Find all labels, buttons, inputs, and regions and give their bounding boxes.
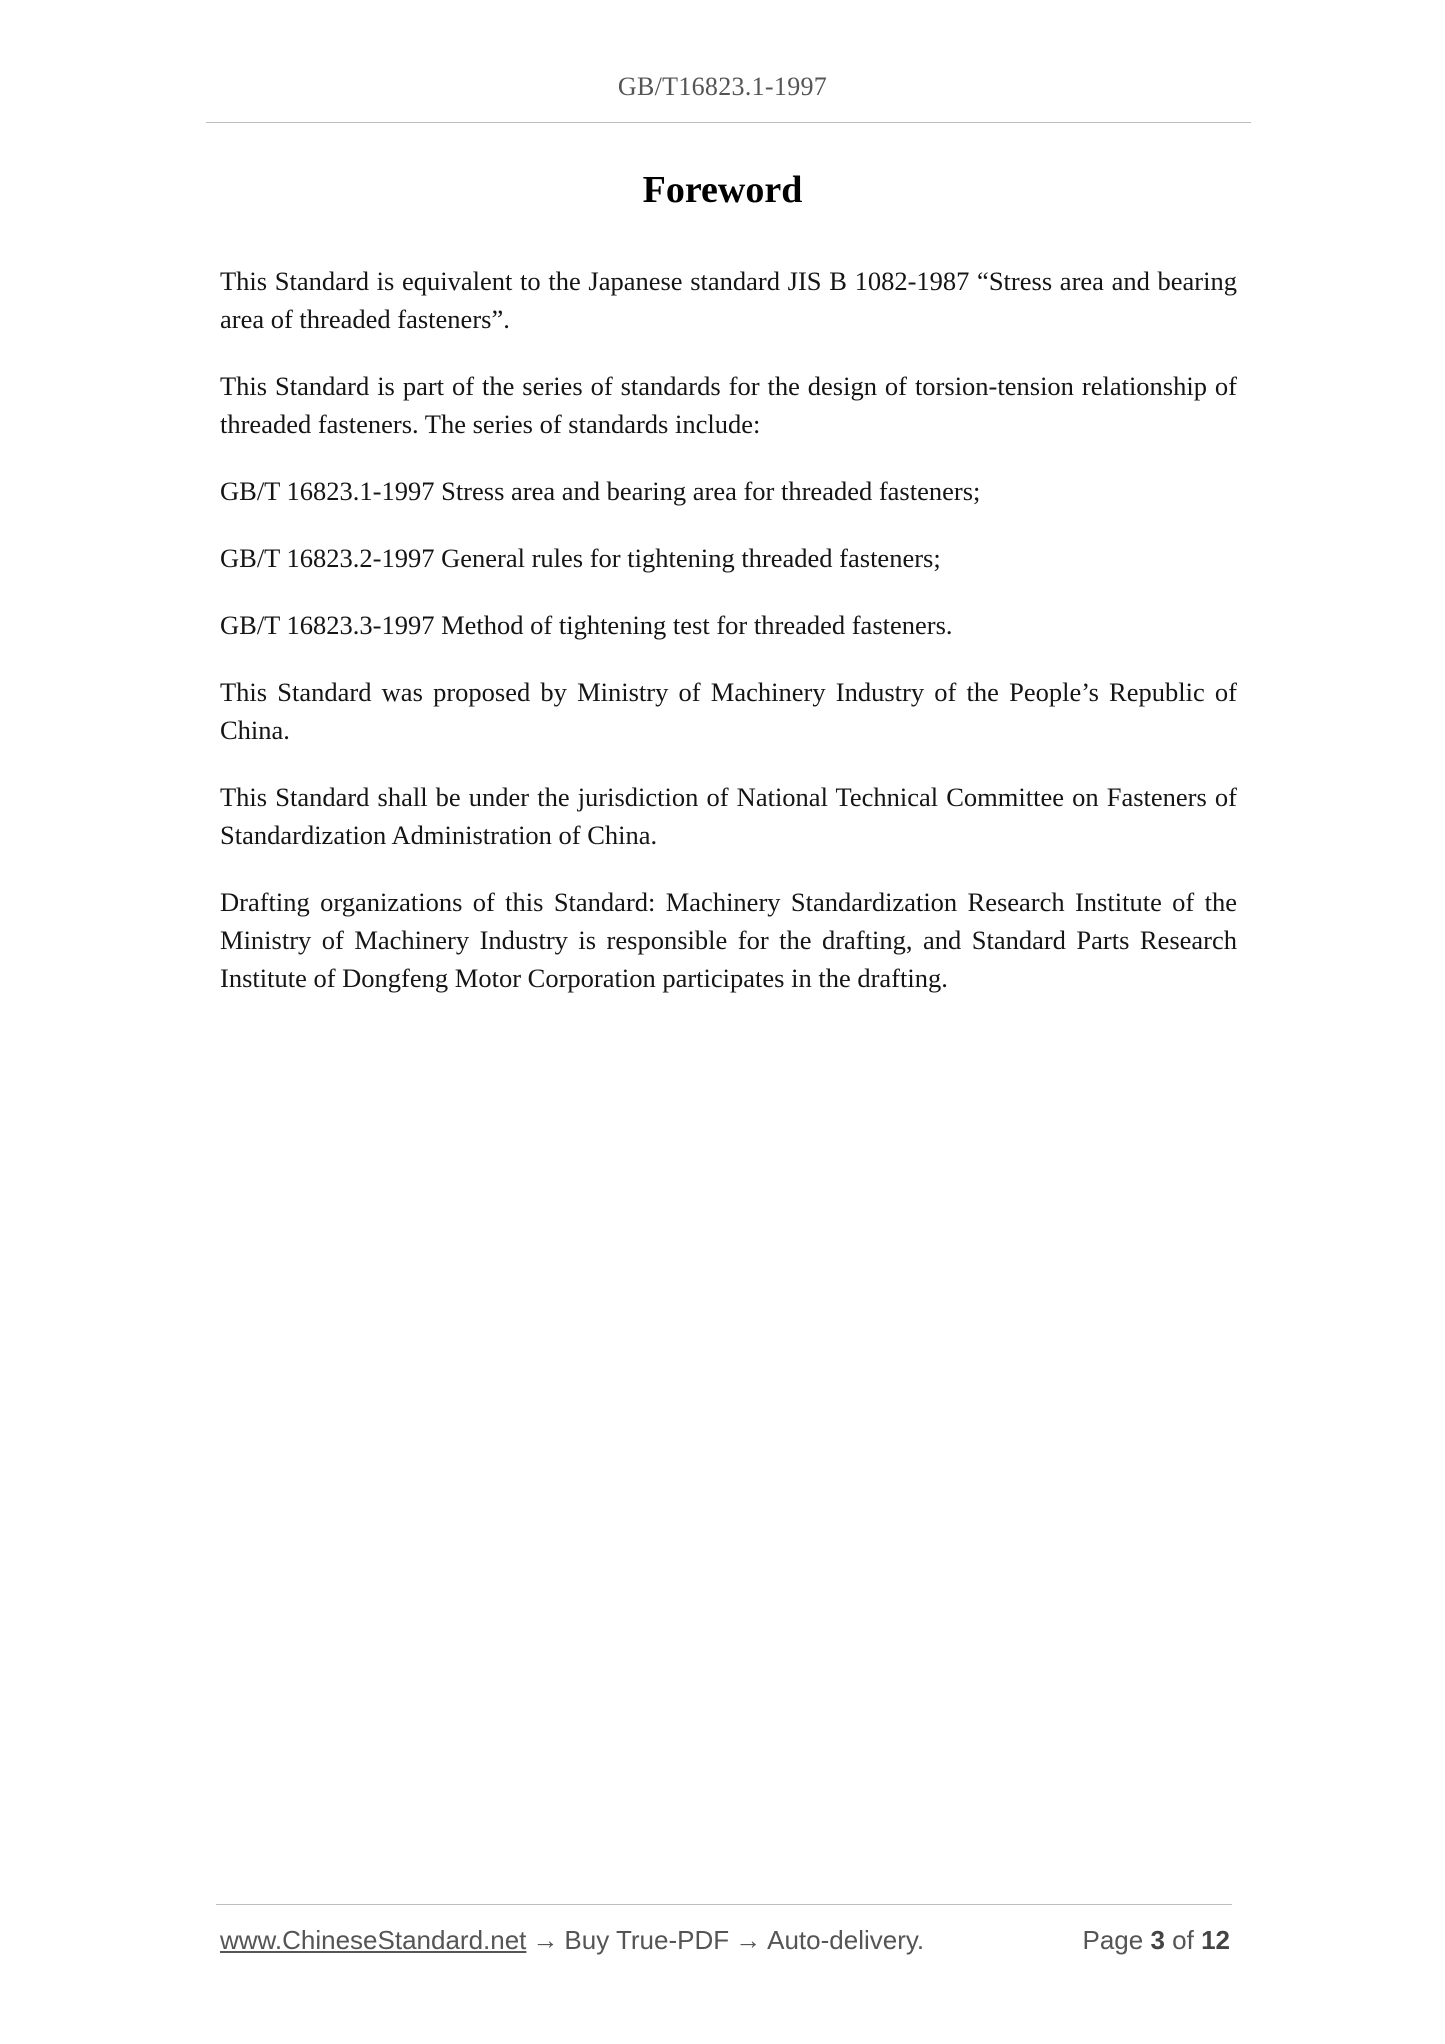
page-footer xyxy=(220,1925,1232,1965)
paragraph-jurisdiction: This Standard shall be under the jurisdiction of National Technical Committee on Fasteners of Standardization Administration of China. xyxy=(220,782,1237,850)
page-indicator xyxy=(1082,1925,1230,1956)
paragraph-drafting-organizations: Drafting organizations of this Standard: Machinery Standardization Research Institute of the Ministry of Machinery Industry is responsible for the drafting, and Standard Parts Research Institute of Dongfeng Motor Corporation participates in the drafting. xyxy=(220,887,1237,993)
series-item-part-2: GB/T 16823.2-1997 General rules for tightening threaded fasteners; xyxy=(220,543,941,573)
auto-delivery-text: Auto-delivery. xyxy=(767,1925,925,1955)
website-link[interactable]: www.ChineseStandard.net xyxy=(220,1925,527,1955)
series-item-part-3: GB/T 16823.3-1997 Method of tightening test for threaded fasteners. xyxy=(220,610,953,640)
series-item-part-1: GB/T 16823.1-1997 Stress area and bearing area for threaded fasteners; xyxy=(220,476,981,506)
arrow-right-icon: → xyxy=(532,1925,559,1955)
footer-divider xyxy=(216,1904,1232,1905)
page-label: Page xyxy=(1082,1925,1144,1955)
document-body xyxy=(220,262,1237,1026)
header-divider xyxy=(206,122,1251,123)
page-title: Foreword xyxy=(642,169,803,211)
running-header: GB/T16823.1-1997 xyxy=(617,72,828,101)
buy-true-pdf-text: Buy True-PDF xyxy=(564,1925,730,1955)
arrow-right-icon: → xyxy=(735,1925,762,1955)
current-page-number: 3 xyxy=(1150,1925,1165,1955)
paragraph-equivalence: This Standard is equivalent to the Japanese standard JIS B 1082-1987 “Stress area and bearing area of threaded fasteners”. xyxy=(220,266,1237,334)
paragraph-proposed-by: This Standard was proposed by Ministry of Machinery Industry of the People’s Republic of China. xyxy=(220,677,1237,745)
page-of-label: of xyxy=(1172,1925,1194,1955)
paragraph-series-intro: This Standard is part of the series of standards for the design of torsion-tension relationship of threaded fasteners. The series of standards include: xyxy=(220,371,1237,439)
total-pages-number: 12 xyxy=(1201,1925,1230,1955)
footer-promo xyxy=(220,1925,924,1956)
